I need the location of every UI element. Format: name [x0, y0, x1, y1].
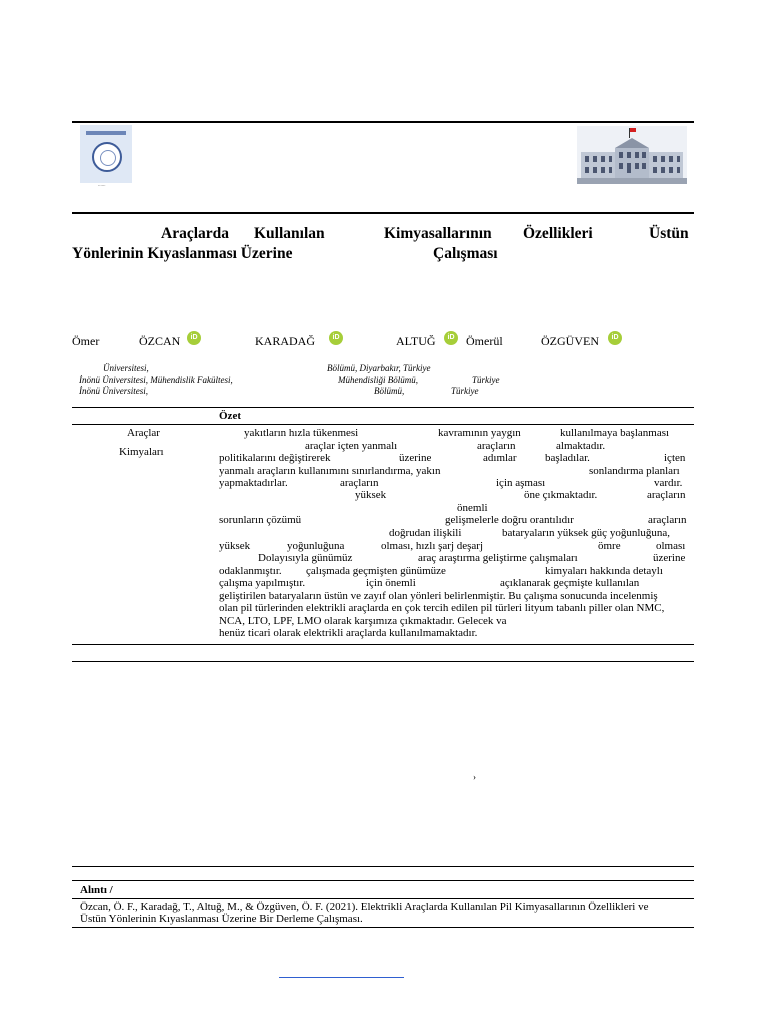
- abstract-text: yanmalı araçların kullanımını sınırlandırma, yakın: [219, 465, 441, 477]
- affiliation-text: Türkiye: [451, 386, 479, 396]
- journal-logo-banner: [86, 131, 126, 135]
- university-building-image: [577, 126, 687, 184]
- abstract-text: araçların: [340, 477, 379, 489]
- abstract-text: araçların: [477, 440, 516, 452]
- title-fragment: Yönlerinin Kıyaslanması Üzerine: [72, 245, 293, 262]
- abstract-text: yapmaktadırlar.: [219, 477, 288, 489]
- abstract-text: odaklanmıştır.: [219, 565, 282, 577]
- affiliation-text: Bölümü,: [374, 386, 405, 396]
- abstract-text: kavramının yaygın: [438, 427, 521, 439]
- abstract-text: üzerine: [399, 452, 432, 464]
- author-name: ALTUĞ: [396, 334, 436, 348]
- stray-mark: ›: [473, 772, 476, 782]
- abstract-text: araç araştırma geliştirme çalışmaları: [418, 552, 578, 564]
- abstract-text: önemli: [457, 502, 488, 514]
- abstract-top-rule: [72, 407, 694, 408]
- title-fragment: Çalışması: [433, 245, 498, 262]
- title-word: Araçlarda: [161, 225, 230, 242]
- abstract-text: araçlar içten yanmalı: [305, 440, 398, 452]
- title-word: Özellikleri: [523, 225, 593, 242]
- title-word: Kimyasallarının: [384, 225, 492, 242]
- citation-text: Özcan, Ö. F., Karadağ, T., Altuğ, M., & Özgüven, Ö. F. (2021). Elektrikli Araçlarda Kullanılan Pil Kimyasallarının Özellikleri ve: [80, 901, 649, 913]
- affiliation-text: İnönü Üniversitesi, Mühendislik Fakültesi,: [79, 375, 233, 385]
- author-name: Ömerül: [466, 334, 503, 348]
- abstract-text: sorunların çözümü: [219, 514, 302, 526]
- title-word: Kullanılan: [254, 225, 325, 242]
- keyword: Araçlar: [127, 427, 160, 439]
- abstract-text: yüksek: [219, 540, 251, 552]
- footer-link[interactable]: [279, 977, 404, 978]
- abstract-text: henüz ticari olarak elektrikli araçlarda kullanılmamaktadır.: [219, 627, 478, 639]
- abstract-text: için aşması: [496, 477, 546, 489]
- title-word: Üstün: [649, 225, 689, 242]
- citation-text: Üstün Yönlerinin Kıyaslanması Üzerine Bir Derleme Çalışması.: [80, 913, 363, 925]
- abstract-text: gelişmelerle doğru orantılıdır: [445, 514, 574, 526]
- affiliation-text: Mühendisliği Bölümü,: [338, 375, 418, 385]
- flag-icon: [630, 128, 636, 132]
- author-name: ÖZGÜVEN: [541, 334, 599, 348]
- citation-top-rule: [72, 866, 694, 867]
- abstract-text: başladılar.: [545, 452, 590, 464]
- affiliation-text: Türkiye: [472, 375, 500, 385]
- abstract-text: geliştirilen bataryaların üstün ve zayıf olan yönleri belirlenmiştir. Bu çalışma sonucunda incelenmiş: [219, 590, 658, 602]
- abstract-text: içten: [664, 452, 686, 464]
- journal-logo-caption: ......: [98, 183, 106, 188]
- citation-bottom-rule: [72, 927, 694, 928]
- abstract-text: çalışmada geçmişten günümüze: [306, 565, 446, 577]
- abstract-text: araçların: [647, 489, 686, 501]
- abstract-text: almaktadır.: [556, 440, 606, 452]
- abstract-text: yakıtların hızla tükenmesi: [244, 427, 359, 439]
- orcid-icon[interactable]: iD: [187, 331, 201, 345]
- abstract-text: olması, hızlı şarj deşarj: [381, 540, 484, 552]
- abstract-text: vardır.: [654, 477, 683, 489]
- abstract-text: NCA, LTO, LPF, LMO olarak karşımıza çıkmaktadır. Gelecek va: [219, 615, 507, 627]
- abstract-text: öne çıkmaktadır.: [524, 489, 598, 501]
- abstract-text: çalışma yapılmıştır.: [219, 577, 306, 589]
- affiliation-text: Üniversitesi,: [103, 363, 149, 373]
- flagpole-icon: [629, 128, 630, 138]
- abstract-heading-rule: [72, 424, 694, 425]
- affiliation-text: İnönü Üniversitesi,: [79, 386, 148, 396]
- affiliation-text: Bölümü, Diyarbakır, Türkiye: [327, 363, 431, 373]
- citation-label-rule: [72, 898, 694, 899]
- abstract-heading: Özet: [219, 410, 241, 422]
- orcid-icon[interactable]: iD: [444, 331, 458, 345]
- abstract-text: Dolayısıyla günümüz: [258, 552, 353, 564]
- abstract-text: için önemli: [366, 577, 416, 589]
- abstract-text: ömre: [598, 540, 621, 552]
- keyword: Kimyaları: [119, 446, 164, 458]
- abstract-text: araçların: [648, 514, 687, 526]
- abstract-text: bataryaların yüksek güç yoğunluğuna,: [502, 527, 671, 539]
- abstract-text: olması: [656, 540, 686, 552]
- header-bottom-rule: [72, 212, 694, 214]
- abstract-text: politikalarını değiştirerek: [219, 452, 331, 464]
- abstract-text: sonlandırma planları: [589, 465, 680, 477]
- author-name: KARADAĞ: [255, 334, 315, 348]
- orcid-icon[interactable]: iD: [608, 331, 622, 345]
- abstract-text: kullanılmaya başlanması: [560, 427, 670, 439]
- abstract-text: üzerine: [653, 552, 686, 564]
- abstract-bottom-rule: [72, 644, 694, 645]
- abstract-text: açıklanarak geçmişte kullanılan: [500, 577, 640, 589]
- abstract-text: olan pil türlerinden elektrikli araçlarda en çok tercih edilen pil türleri lityum tabanlı piller olan NMC,: [219, 602, 665, 614]
- abstract-text: yüksek: [355, 489, 387, 501]
- journal-logo: [80, 125, 132, 183]
- abstract-text: yoğunluğuna: [287, 540, 345, 552]
- header-top-rule: [72, 121, 694, 123]
- author-name: Ömer: [72, 334, 100, 348]
- abstract-text: doğrudan ilişkili: [389, 527, 462, 539]
- author-name: ÖZCAN: [139, 334, 181, 348]
- citation-label: Alıntı /: [80, 884, 113, 896]
- abstract-text: adımlar: [483, 452, 517, 464]
- orcid-icon[interactable]: iD: [329, 331, 343, 345]
- citation-top-rule-inner: [72, 880, 694, 881]
- abstract-text: kimyaları hakkında detaylı: [545, 565, 663, 577]
- seal-icon: [92, 142, 122, 172]
- abstract-end-rule: [72, 661, 694, 662]
